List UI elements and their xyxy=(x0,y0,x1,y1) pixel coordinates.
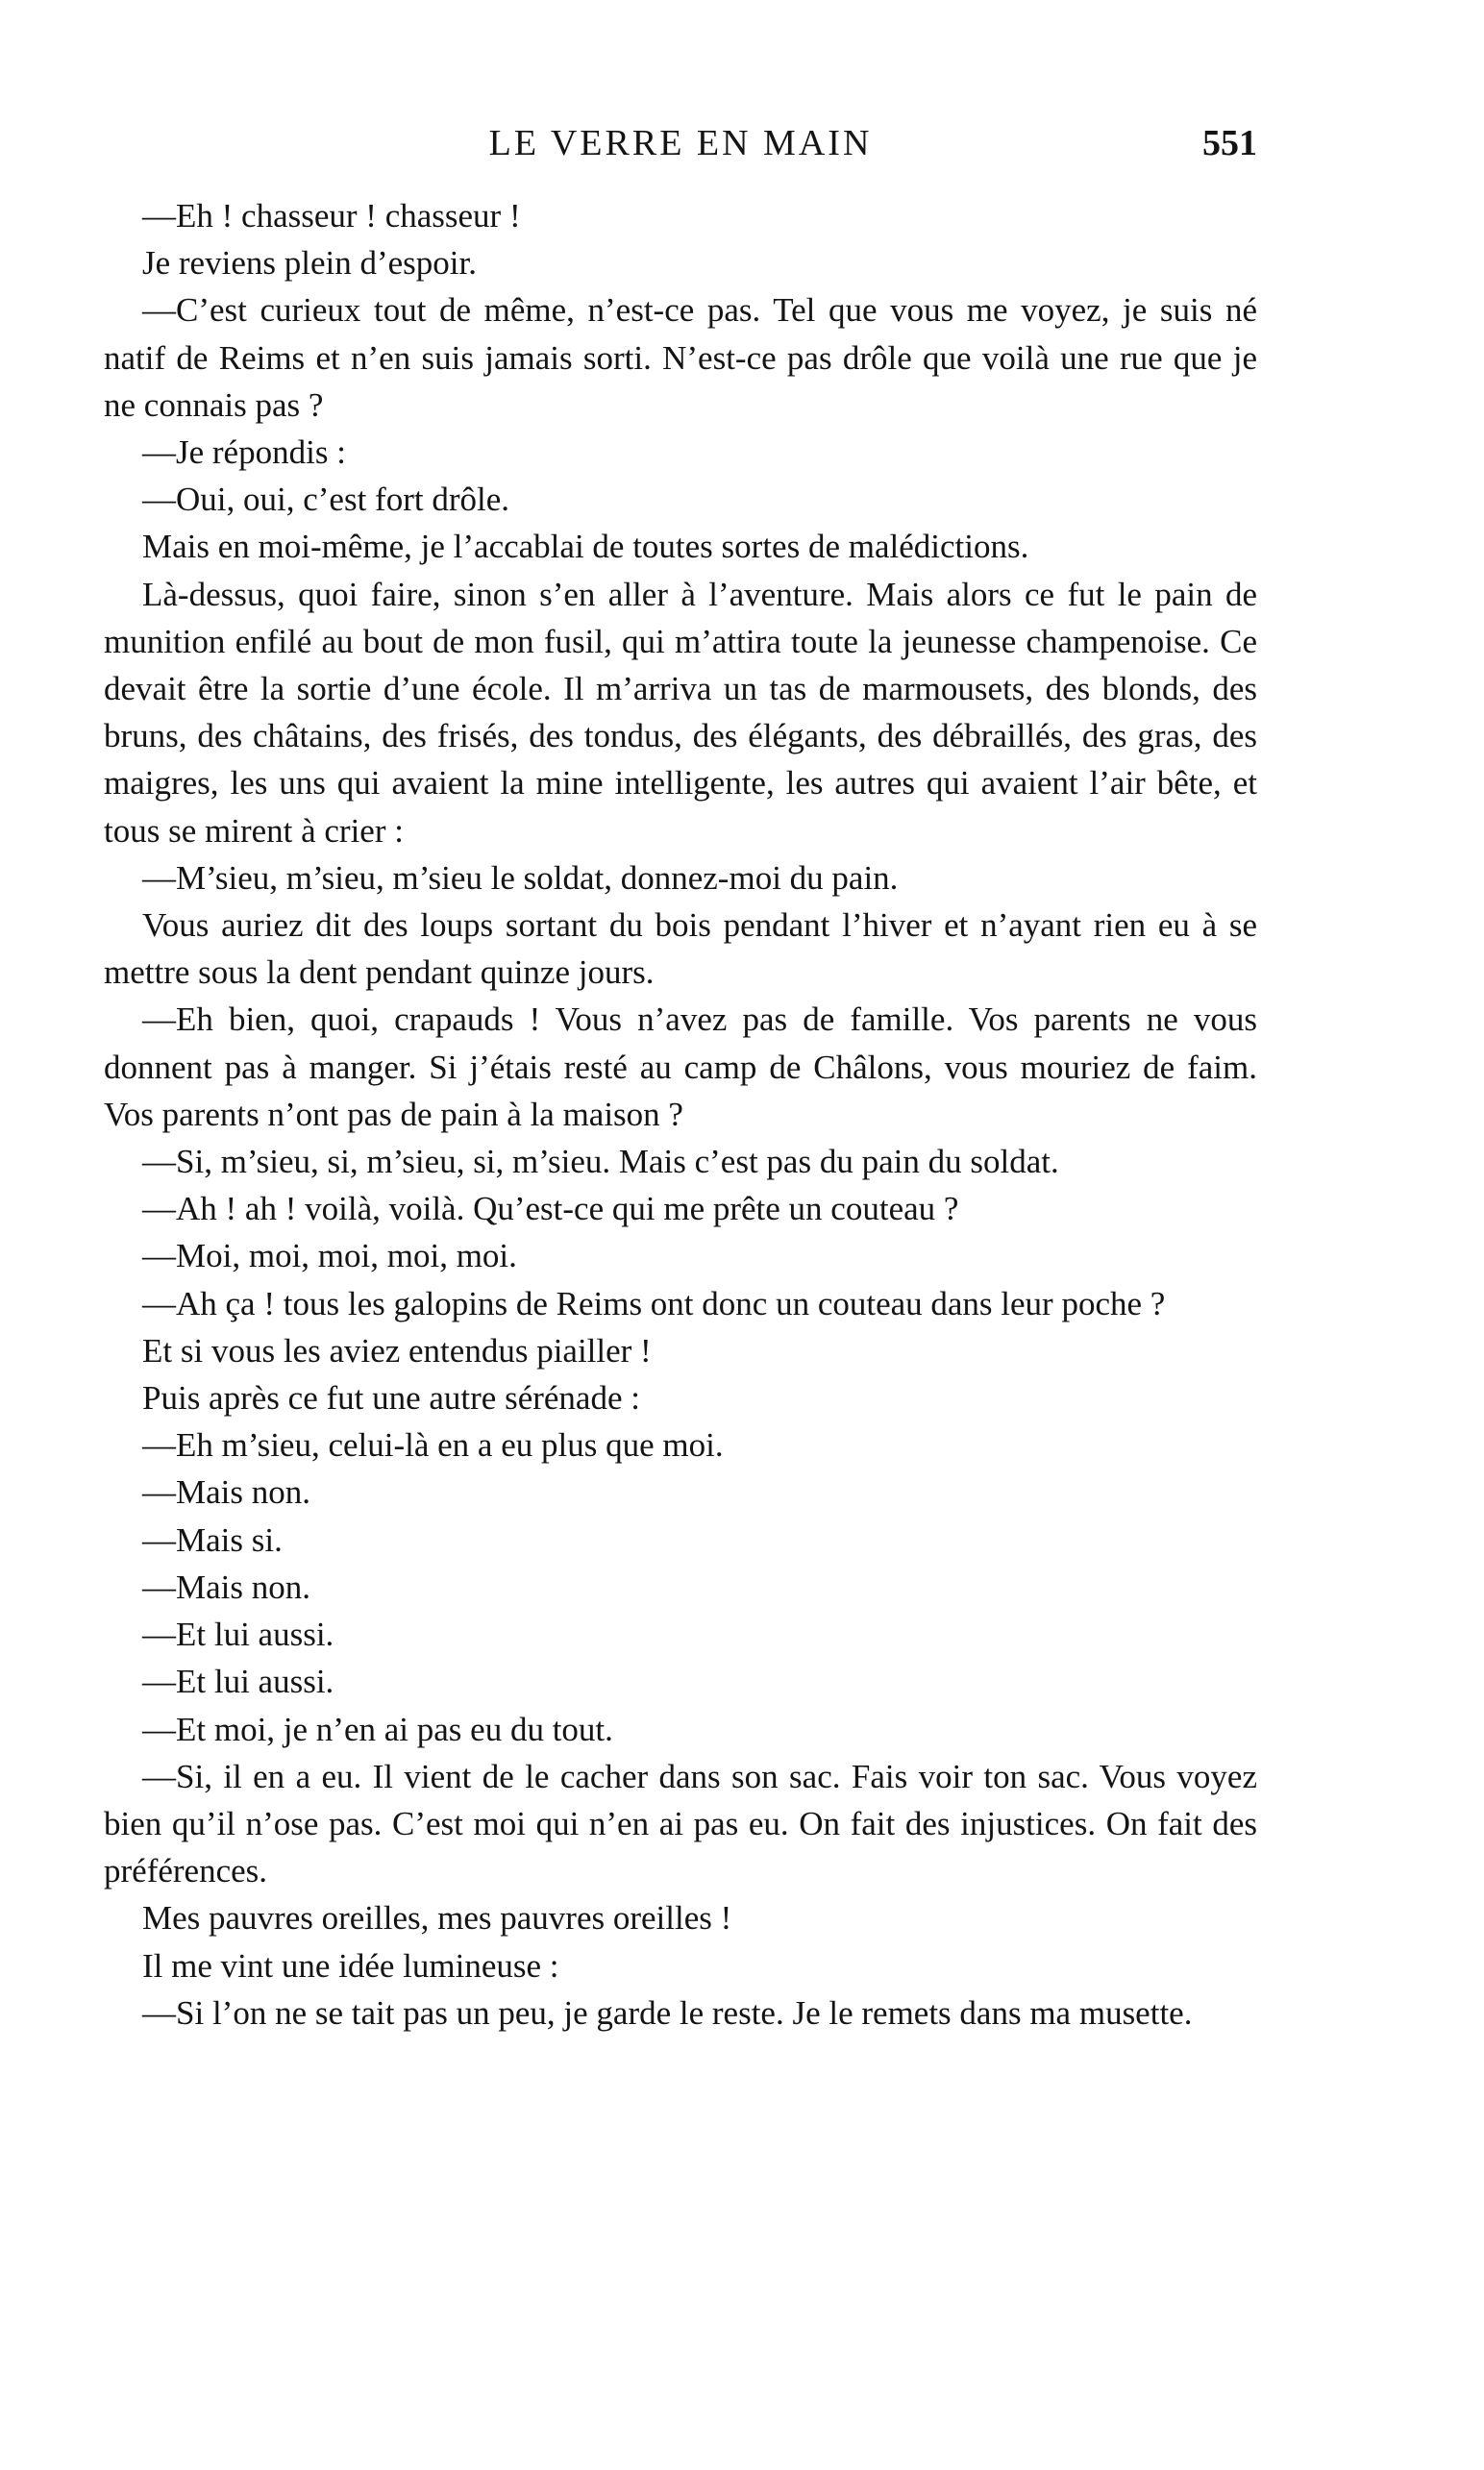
paragraph: —Eh ! chasseur ! chasseur ! xyxy=(142,197,521,235)
paragraph: Il me vint une idée lumineuse : xyxy=(142,1946,559,1985)
paragraph: Vous auriez dit des loups sortant du bois pendant l’hiver et n’ayant rien eu à se mettre sous la dent pendant quinze jours. xyxy=(104,906,1257,992)
page-number: 551 xyxy=(1202,123,1257,163)
paragraph: —C’est curieux tout de même, n’est-ce pas. Tel que vous me voyez, je suis né natif de Reims et n’en suis jamais sorti. N’est-ce pas drôle que voilà une rue que je ne connais pas ? xyxy=(104,291,1257,424)
paragraph: Puis après ce fut une autre sérénade : xyxy=(142,1379,640,1418)
paragraph: Là-dessus, quoi faire, sinon s’en aller à l’aventure. Mais alors ce fut le pain de munition enfilé au bout de mon fusil, qui m’attira toute la jeunesse champenoise. Ce devait être la sortie d’une école. Il m’arriva un tas de marmousets, des blonds, des bruns, des châtains, des frisés, des tondus, des élégants, des débraillés, des gras, des maigres, les uns qui avaient la mine intelligente, les autres qui avaient l’air bête, et tous se mirent à crier : xyxy=(104,575,1257,850)
paragraph: —Mais si. xyxy=(142,1520,283,1559)
paragraph: —Si l’on ne se tait pas un peu, je garde le reste. Je le remets dans ma musette. xyxy=(142,1993,1193,2032)
running-title: LE VERRE EN MAIN xyxy=(488,123,873,163)
paragraph: —Moi, moi, moi, moi, moi. xyxy=(142,1237,517,1275)
paragraph: Mais en moi-même, je l’accablai de toutes sortes de malédictions. xyxy=(142,528,1029,566)
paragraph: —Et lui aussi. xyxy=(142,1616,334,1654)
paragraph: —Si, il en a eu. Il vient de le cacher dans son sac. Fais voir ton sac. Vous voyez bien qu’il n’ose pas. C’est moi qui n’en ai pas eu. On fait des injustices. On fait des préférences. xyxy=(104,1757,1257,1890)
paragraph: —Je répondis : xyxy=(142,433,346,472)
paragraph: —Oui, oui, c’est fort drôle. xyxy=(142,481,509,519)
paragraph: —Et moi, je n’en ai pas eu du tout. xyxy=(142,1710,613,1748)
running-head xyxy=(104,119,1257,167)
paragraph: Et si vous les aviez entendus piailler ! xyxy=(142,1331,652,1370)
paragraph: —Mais non. xyxy=(142,1568,310,1606)
paragraph: Je reviens plein d’espoir. xyxy=(142,244,477,283)
paragraph: —Ah ça ! tous les galopins de Reims ont donc un couteau dans leur poche ? xyxy=(142,1284,1166,1322)
paragraph: Mes pauvres oreilles, mes pauvres oreilles ! xyxy=(142,1899,732,1938)
paragraph: —Ah ! ah ! voilà, voilà. Qu’est-ce qui me prête un couteau ? xyxy=(142,1190,959,1228)
paragraph: —Eh bien, quoi, crapauds ! Vous n’avez pas de famille. Vos parents ne vous donnent pas à manger. Si j’étais resté au camp de Châlons, vous mouriez de faim. Vos parents n’ont pas de pain à la maison ? xyxy=(104,1000,1257,1133)
paragraph: —Et lui aussi. xyxy=(142,1663,334,1701)
paragraph: —M’sieu, m’sieu, m’sieu le soldat, donnez-moi du pain. xyxy=(142,858,899,897)
paragraph: —Eh m’sieu, celui-là en a eu plus que moi. xyxy=(142,1426,724,1465)
paragraph: —Si, m’sieu, si, m’sieu, si, m’sieu. Mais c’est pas du pain du soldat. xyxy=(142,1143,1059,1181)
paragraph: —Mais non. xyxy=(142,1473,310,1512)
body-text xyxy=(104,192,1257,2037)
